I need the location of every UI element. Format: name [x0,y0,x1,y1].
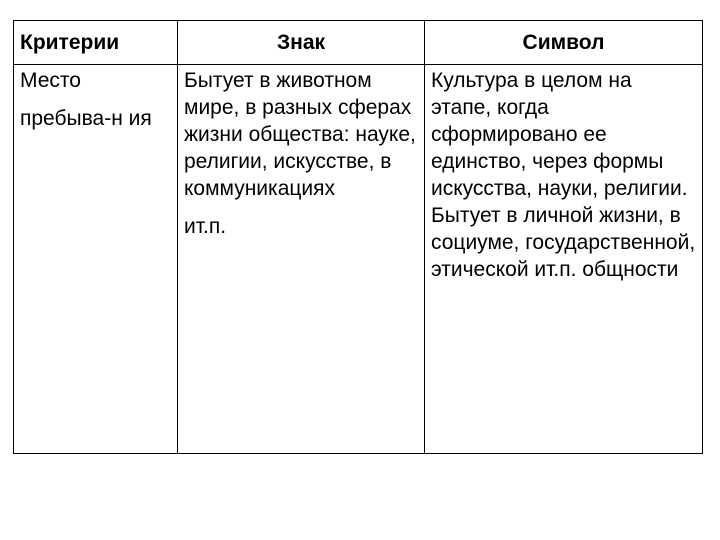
cell-text-stay: пребыва-н ия [20,107,152,130]
cell-symbol [425,65,703,454]
cell-text-sign-etc: ит.п. [184,215,227,238]
header-criteria: Критерии [14,21,178,65]
cell-sign [178,65,425,454]
header-symbol: Символ [425,21,703,65]
table-row [14,65,703,454]
cell-text-symbol: Культура в целом на этапе, когда сформировано ее единство, через формы искусства, науки, религии. Бытует в личной жизни, в социуме, государственной, этической ит.п. общности [431,69,696,281]
cell-criteria [14,65,178,454]
cell-text-sign-main: Бытует в животном мире, в разных сферах жизни общества: науке, религии, искусстве, в коммуникациях [184,69,416,200]
cell-text-place: Место [20,69,81,92]
header-sign: Знак [178,21,425,65]
comparison-table [13,20,703,454]
table-header-row [14,21,703,65]
